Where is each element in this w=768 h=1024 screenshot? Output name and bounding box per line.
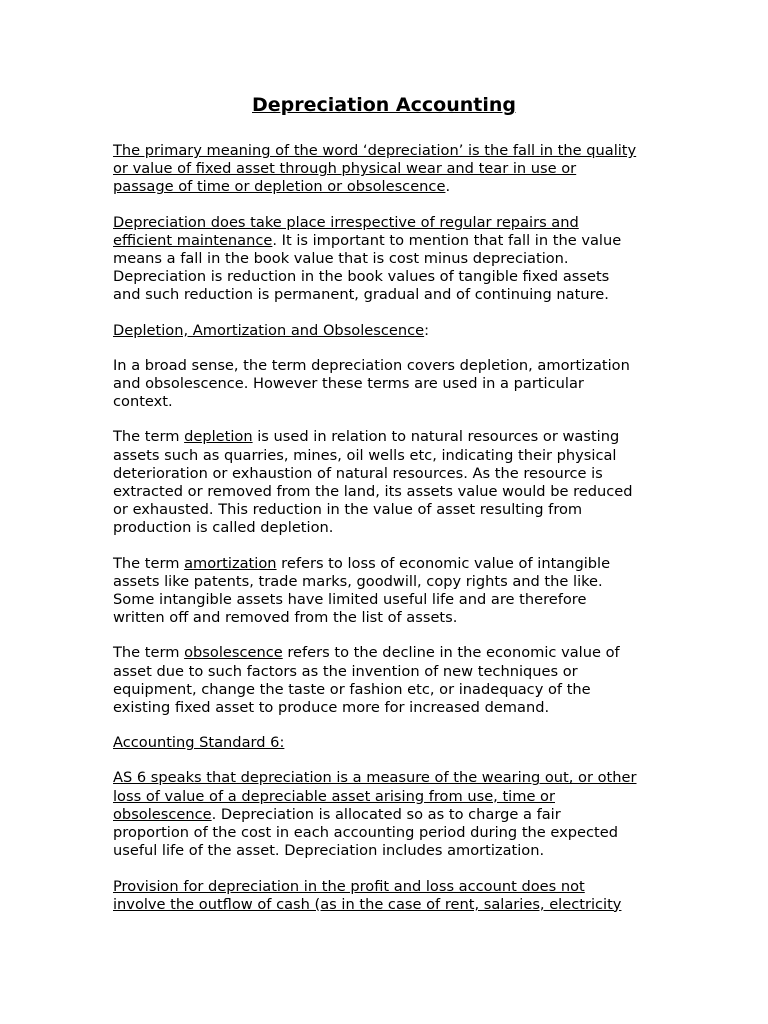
text-line: [113, 465, 661, 483]
text-run: is used in relation to natural resources or wasting: [252, 428, 620, 446]
text-line: [113, 393, 661, 411]
text-line: [113, 519, 661, 537]
text-run: assets like patents, trade marks, goodwill, copy rights and the like.: [113, 572, 603, 590]
text-line: [113, 428, 661, 446]
text-run: proportion of the cost in each accounting period during the expected: [113, 824, 619, 842]
text-run: extracted or removed from the land, its assets value would be reduced: [113, 483, 633, 501]
underlined-text: amortization: [184, 554, 277, 572]
underlined-text: depletion: [184, 428, 253, 446]
text-line: [113, 268, 661, 286]
underlined-text: Accounting Standard 6:: [113, 734, 285, 752]
text-run: means a fall in the book value that is cost minus depreciation.: [113, 250, 569, 268]
underlined-text: The primary meaning of the word ‘depreciation’ is the fall in the quality: [113, 142, 637, 159]
document-title: Depreciation Accounting: [252, 94, 516, 116]
underlined-text: or value of fixed asset through physical wear and tear in use or: [113, 160, 577, 178]
text-run: deterioration or exhaustion of natural resources. As the resource is: [113, 464, 603, 482]
text-line: [113, 609, 661, 627]
text-line: [113, 250, 661, 268]
text-run: assets such as quarries, mines, oil wells etc, indicating their physical: [113, 446, 617, 464]
text-run: and obsolescence. However these terms are used in a particular: [113, 375, 584, 393]
text-line: [113, 232, 661, 250]
paragraph: [113, 142, 661, 197]
text-line: [113, 699, 661, 717]
text-line: [113, 214, 661, 232]
text-line: [113, 573, 661, 591]
underlined-text: AS 6 speaks that depreciation is a measure of the wearing out, or other: [113, 769, 637, 787]
text-run: context.: [113, 393, 173, 411]
text-run: In a broad sense, the term depreciation covers depletion, amortization: [113, 356, 630, 374]
text-run: asset due to such factors as the invention of new techniques or: [113, 662, 578, 680]
paragraph: [113, 878, 661, 914]
document-body: [113, 142, 661, 914]
text-run: The term: [113, 428, 185, 446]
text-run: useful life of the asset. Depreciation includes amortization.: [113, 842, 545, 860]
text-run: equipment, change the taste or fashion etc, or inadequacy of the: [113, 680, 591, 698]
text-line: [113, 878, 661, 896]
underlined-text: Provision for depreciation in the profit and loss account does not: [113, 877, 585, 895]
underlined-text: involve the outflow of cash (as in the case of rent, salaries, electricity: [113, 895, 622, 913]
text-line: [113, 178, 661, 196]
text-line: [113, 286, 661, 304]
paragraph: [113, 357, 661, 412]
text-line: [113, 375, 661, 393]
text-run: The term: [113, 644, 185, 662]
document-page: [113, 92, 661, 931]
text-run: Some intangible assets have limited useful life and are therefore: [113, 591, 587, 609]
text-line: [113, 555, 661, 573]
paragraph: [113, 428, 661, 537]
text-line: [113, 591, 661, 609]
text-run: and such reduction is permanent, gradual and of continuing nature.: [113, 286, 609, 304]
paragraph: [113, 214, 661, 305]
text-line: [113, 483, 661, 501]
text-line: [113, 788, 661, 806]
text-run: existing fixed asset to produce more for increased demand.: [113, 699, 550, 717]
text-line: [113, 160, 661, 178]
text-run: :: [424, 321, 430, 339]
underlined-text: Depreciation does take place irrespective of regular repairs and: [113, 213, 579, 231]
text-line: [113, 663, 661, 681]
underlined-text: passage of time or depletion or obsolescence: [113, 178, 446, 196]
underlined-text: obsolescence: [113, 805, 212, 823]
paragraph: [113, 734, 661, 752]
text-line: [113, 501, 661, 519]
text-line: [113, 824, 661, 842]
underlined-text: Depletion, Amortization and Obsolescence: [113, 321, 425, 339]
text-line: [113, 842, 661, 860]
text-line: [113, 644, 661, 662]
underlined-text: loss of value of a depreciable asset arising from use, time or: [113, 787, 555, 805]
underlined-text: obsolescence: [184, 644, 283, 662]
text-line: [113, 322, 661, 340]
text-line: [113, 681, 661, 699]
text-run: Depreciation is reduction in the book values of tangible fixed assets: [113, 268, 610, 286]
text-line: [113, 142, 661, 160]
text-run: .: [445, 178, 451, 196]
paragraph: [113, 555, 661, 628]
text-line: [113, 806, 661, 824]
text-line: [113, 357, 661, 375]
text-run: written off and removed from the list of assets.: [113, 609, 458, 627]
text-line: [113, 769, 661, 787]
paragraph: [113, 644, 661, 717]
text-line: [113, 734, 661, 752]
text-run: . Depreciation is allocated so as to charge a fair: [211, 805, 561, 823]
text-run: refers to loss of economic value of intangible: [276, 554, 611, 572]
paragraph: [113, 322, 661, 340]
text-line: [113, 447, 661, 465]
text-run: production is called depletion.: [113, 519, 334, 537]
paragraph: [113, 769, 661, 860]
text-run: or exhausted. This reduction in the value of asset resulting from: [113, 501, 583, 519]
text-run: The term: [113, 554, 185, 572]
text-line: [113, 896, 661, 914]
underlined-text: efficient maintenance: [113, 231, 273, 249]
text-run: . It is important to mention that fall in the value: [272, 231, 622, 249]
text-run: refers to the decline in the economic value of: [282, 644, 620, 662]
